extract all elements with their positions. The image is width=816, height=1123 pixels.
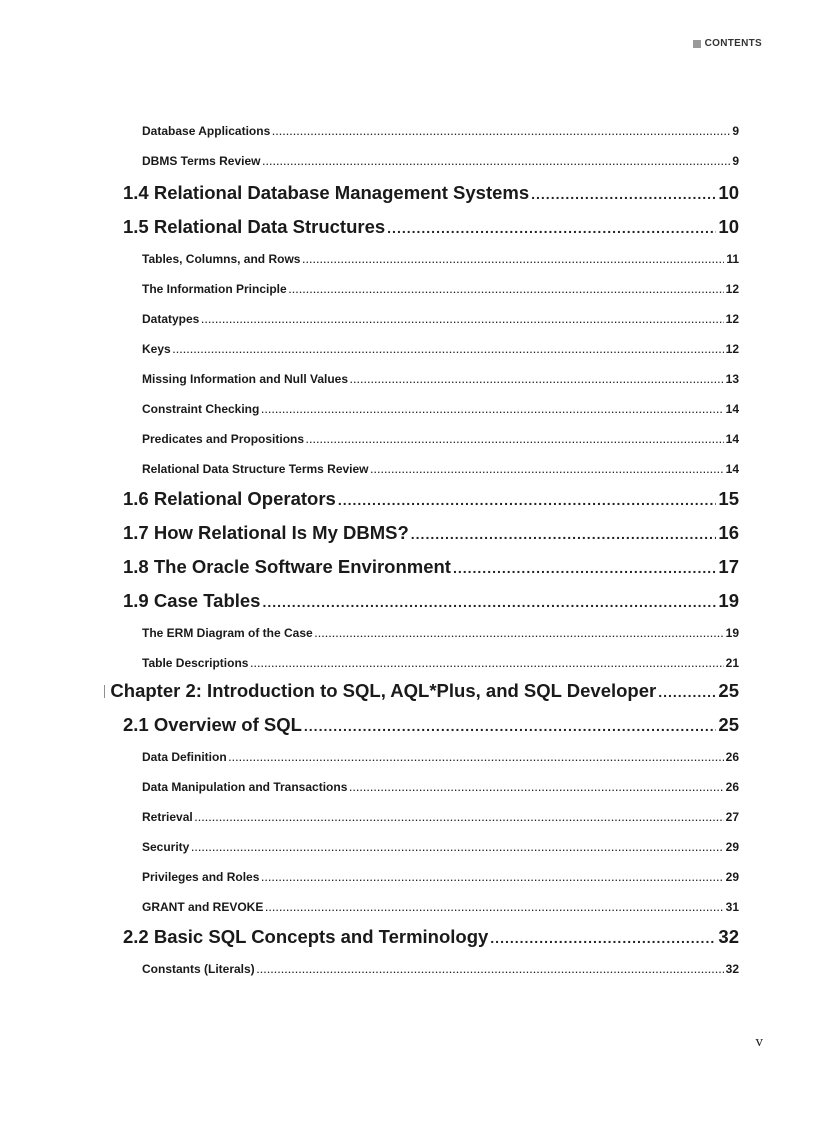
toc-entry-title: Data Manipulation and Transactions bbox=[142, 780, 348, 794]
toc-entry-title: Relational Data Structure Terms Review bbox=[142, 462, 369, 476]
dot-leader bbox=[229, 753, 724, 763]
toc-entry-title: Database Applications bbox=[142, 124, 271, 138]
toc-entry-page: 26 bbox=[725, 750, 739, 764]
toc-chapter-entry[interactable] bbox=[104, 680, 739, 702]
dot-leader bbox=[257, 965, 724, 975]
toc-subsection-entry[interactable] bbox=[142, 900, 739, 914]
dot-leader bbox=[265, 903, 723, 913]
toc-section-entry[interactable] bbox=[123, 522, 739, 544]
toc-entry-title: 1.6 Relational Operators bbox=[123, 488, 336, 509]
toc-entry-title: 1.9 Case Tables bbox=[123, 590, 261, 611]
toc-subsection-entry[interactable] bbox=[142, 252, 739, 266]
toc-entry-title: Privileges and Roles bbox=[142, 870, 260, 884]
running-header bbox=[693, 38, 762, 49]
toc-entry-page: 31 bbox=[725, 900, 739, 914]
toc-entry-page: 16 bbox=[718, 522, 739, 543]
toc-section-entry[interactable] bbox=[123, 926, 739, 948]
dot-leader bbox=[350, 375, 724, 385]
toc-entry-title: Chapter 2: Introduction to SQL, AQL*Plus, and SQL Developer bbox=[110, 680, 657, 701]
toc-entry-page: 13 bbox=[725, 372, 739, 386]
toc-subsection-entry[interactable] bbox=[142, 154, 739, 168]
toc-entry-title: Datatypes bbox=[142, 312, 200, 326]
toc-entry-title: The ERM Diagram of the Case bbox=[142, 626, 313, 640]
toc-entry-page: 25 bbox=[718, 714, 739, 735]
toc-entry-title: Data Definition bbox=[142, 750, 227, 764]
dot-leader bbox=[261, 405, 723, 415]
dot-leader bbox=[453, 560, 716, 576]
toc-section-entry[interactable] bbox=[123, 216, 739, 238]
toc-subsection-entry[interactable] bbox=[142, 372, 739, 386]
toc-entry-title: Security bbox=[142, 840, 190, 854]
toc-subsection-entry[interactable] bbox=[142, 402, 739, 416]
dot-leader bbox=[201, 315, 723, 325]
dot-leader bbox=[304, 718, 717, 734]
toc-entry-page: 14 bbox=[725, 432, 739, 446]
toc-section-entry[interactable] bbox=[123, 714, 739, 736]
toc-subsection-entry[interactable] bbox=[142, 656, 739, 670]
toc-entry-title: 1.8 The Oracle Software Environment bbox=[123, 556, 451, 577]
toc-subsection-entry[interactable] bbox=[142, 342, 739, 356]
toc-entry-page: 21 bbox=[725, 656, 739, 670]
toc-entry-title: Tables, Columns, and Rows bbox=[142, 252, 301, 266]
toc-entry-title: 2.2 Basic SQL Concepts and Terminology bbox=[123, 926, 489, 947]
toc-entry-page: 9 bbox=[732, 154, 739, 168]
dot-leader bbox=[349, 783, 723, 793]
toc-subsection-entry[interactable] bbox=[142, 124, 739, 138]
toc-subsection-entry[interactable] bbox=[142, 626, 739, 640]
dot-leader bbox=[315, 629, 724, 639]
toc-entry-page: 32 bbox=[725, 962, 739, 976]
toc-entry-title: Retrieval bbox=[142, 810, 193, 824]
toc-subsection-entry[interactable] bbox=[142, 432, 739, 446]
header-label: CONTENTS bbox=[704, 38, 762, 49]
toc-entry-page: 32 bbox=[718, 926, 739, 947]
page-number: v bbox=[755, 1034, 763, 1050]
header-square-icon bbox=[693, 40, 701, 48]
toc-entry-page: 25 bbox=[718, 680, 739, 701]
toc-entry-page: 26 bbox=[725, 780, 739, 794]
dot-leader bbox=[262, 157, 730, 167]
dot-leader bbox=[371, 465, 724, 475]
toc-entry-page: 15 bbox=[718, 488, 739, 509]
toc-entry-title: DBMS Terms Review bbox=[142, 154, 261, 168]
toc-subsection-entry[interactable] bbox=[142, 870, 739, 884]
toc-subsection-entry[interactable] bbox=[142, 962, 739, 976]
toc-entry-page: 19 bbox=[725, 626, 739, 640]
dot-leader bbox=[531, 186, 716, 202]
toc-entry-title: Predicates and Propositions bbox=[142, 432, 305, 446]
toc-subsection-entry[interactable] bbox=[142, 312, 739, 326]
toc-entry-page: 29 bbox=[725, 840, 739, 854]
toc-entry-title: Missing Information and Null Values bbox=[142, 372, 349, 386]
toc-subsection-entry[interactable] bbox=[142, 780, 739, 794]
toc-entry-page: 12 bbox=[725, 312, 739, 326]
toc-entry-title: 1.7 How Relational Is My DBMS? bbox=[123, 522, 409, 543]
toc-entry-page: 12 bbox=[725, 282, 739, 296]
toc-section-entry[interactable] bbox=[123, 488, 739, 510]
dot-leader bbox=[338, 492, 717, 508]
toc-entry-page: 19 bbox=[718, 590, 739, 611]
dot-leader bbox=[191, 843, 723, 853]
dot-leader bbox=[387, 220, 716, 236]
dot-leader bbox=[306, 435, 724, 445]
toc-entry-page: 11 bbox=[726, 252, 739, 266]
dot-leader bbox=[289, 285, 724, 295]
toc-subsection-entry[interactable] bbox=[142, 462, 739, 476]
toc-entry-page: 27 bbox=[725, 810, 739, 824]
toc-subsection-entry[interactable] bbox=[142, 282, 739, 296]
toc-entry-title: Table Descriptions bbox=[142, 656, 249, 670]
toc-section-entry[interactable] bbox=[123, 182, 739, 204]
toc-entry-title: GRANT and REVOKE bbox=[142, 900, 264, 914]
toc-entry-title: The Information Principle bbox=[142, 282, 287, 296]
toc-subsection-entry[interactable] bbox=[142, 810, 739, 824]
toc-subsection-entry[interactable] bbox=[142, 840, 739, 854]
toc-entry-title: 2.1 Overview of SQL bbox=[123, 714, 302, 735]
toc-subsection-entry[interactable] bbox=[142, 750, 739, 764]
dot-leader bbox=[261, 873, 723, 883]
dot-leader bbox=[411, 526, 717, 542]
dot-leader bbox=[262, 594, 716, 610]
toc-entry-title: 1.4 Relational Database Management Systems bbox=[123, 182, 530, 203]
dot-leader bbox=[272, 127, 730, 137]
toc-entry-title: Keys bbox=[142, 342, 171, 356]
toc-entry-page: 10 bbox=[718, 216, 739, 237]
toc-entry-page: 14 bbox=[725, 462, 739, 476]
toc-entry-page: 17 bbox=[718, 556, 739, 577]
toc-entry-page: 10 bbox=[718, 182, 739, 203]
toc-entry-page: 12 bbox=[725, 342, 739, 356]
dot-leader bbox=[302, 255, 724, 265]
toc-entry-page: 9 bbox=[732, 124, 739, 138]
dot-leader bbox=[658, 684, 716, 700]
toc-section-entry[interactable] bbox=[123, 590, 739, 612]
toc-entry-page: 29 bbox=[725, 870, 739, 884]
toc-entry-title: 1.5 Relational Data Structures bbox=[123, 216, 386, 237]
toc-entry-title: Constraint Checking bbox=[142, 402, 260, 416]
dot-leader bbox=[195, 813, 724, 823]
dot-leader bbox=[173, 345, 724, 355]
dot-leader bbox=[490, 930, 716, 946]
toc-entry-page: 14 bbox=[725, 402, 739, 416]
dot-leader bbox=[250, 659, 723, 669]
toc-section-entry[interactable] bbox=[123, 556, 739, 578]
toc-entry-title: Constants (Literals) bbox=[142, 962, 255, 976]
